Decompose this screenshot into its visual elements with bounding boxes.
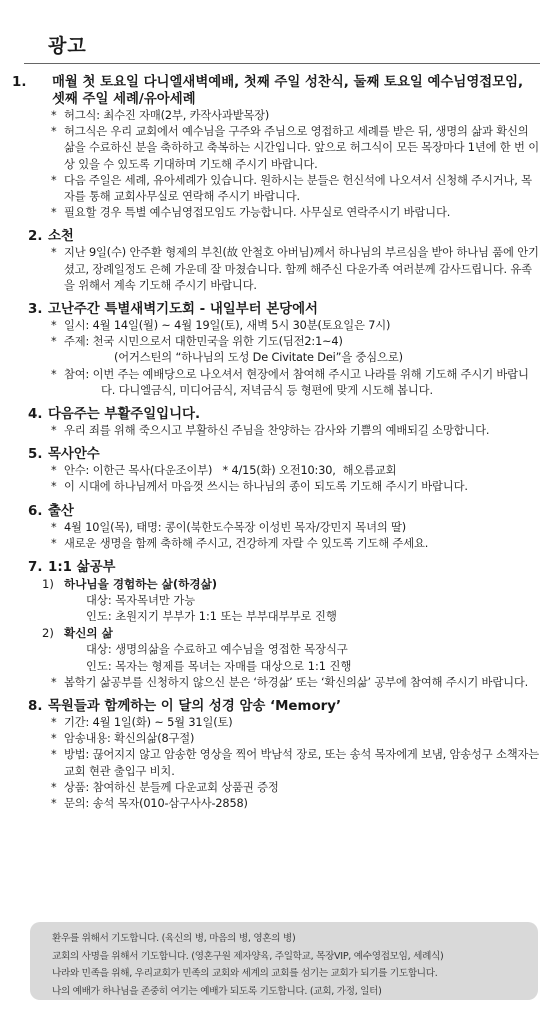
subsection-title: 2) 확신의 삶 <box>42 626 113 641</box>
section-1 <box>12 74 540 221</box>
list-item: * 우리 죄를 위해 죽으시고 부활하신 주님을 찬양하는 감사와 기쁨의 예배되길 소망합니다. <box>51 424 490 438</box>
section-7 <box>24 559 540 691</box>
section-heading: 4. 다음주는 부활주일입니다. <box>28 407 201 423</box>
list-item: * 다음 주일은 세례, 유아세례가 있습니다. 원하시는 분들은 헌신석에 나오셔서 신청해 주시거나, 목자를 통해 교회사무실로 연락해 주시기 바랍니다. <box>51 173 532 204</box>
list-item: * 필요할 경우 특별 예수님영접모임도 가능합니다. 사무실로 연락주시기 바랍니다. <box>51 206 451 220</box>
subsection-line: 대상: 목자목녀만 가능 <box>86 594 196 608</box>
title-divider <box>24 63 540 64</box>
list-item: * 새로운 생명을 함께 축하해 주시고, 건강하게 자랄 수 있도록 기도해 주세요. <box>51 536 429 550</box>
section-heading: 6. 출산 <box>28 503 74 519</box>
section-heading: 1. 매월 첫 토요일 다니엘새벽예배, 첫째 주일 성찬식, 둘째 토요일 예수님영접모임, 셋째 주일 세례/유아세례 <box>12 75 524 107</box>
list-item: * 주제: 천국 시민으로서 대한민국을 위한 기도(딤전2:1~4) <box>51 335 343 349</box>
prayer-line: 나라와 민족을 위해, 우리교회가 민족의 교회와 세계의 교회를 섬기는 교회가 되기를 기도합니다. <box>52 968 438 980</box>
section-heading: 3. 고난주간 특별새벽기도회 - 내일부터 본당에서 <box>28 302 318 318</box>
prayer-box <box>30 922 538 1000</box>
subsection-title: 1) 하나님을 경험하는 삶(하경삶) <box>42 577 218 592</box>
list-item: * 안수: 이한근 목사(다운조이부) * 4/15(화) 오전10:30, 해오름교회 <box>51 464 397 478</box>
list-item: * 기간: 4월 1일(화) ~ 5월 31일(토) <box>51 716 233 730</box>
section-6 <box>24 503 540 552</box>
list-item: * 문의: 송석 목자(010-삼구사사-2858) <box>51 797 248 811</box>
subsection-line: 대상: 생명의삶을 수료하고 예수님을 영접한 목장식구 <box>86 643 348 657</box>
section-2 <box>24 228 540 294</box>
prayer-line: 환우를 위해서 기도합니다. (육신의 병, 마음의 병, 영혼의 병) <box>52 933 296 944</box>
list-item: * 4월 10일(목), 태명: 콩이(북한도수목장 이성빈 목자/강민지 목녀의 딸) <box>51 520 407 534</box>
list-item: * 참여: 이번 주는 예배당으로 나오셔서 현장에서 참여해 주시고 나라를 위해 기도해 주시기 바랍니다. 다니엘금식, 미디어금식, 저녁금식 등 형편에 맞게 시도해 봅니다. <box>51 367 529 397</box>
section-4 <box>24 406 540 439</box>
section-heading: 7. 1:1 삶공부 <box>28 560 116 576</box>
list-item: * 일시: 4월 14일(월) ~ 4월 19일(토), 새벽 5시 30분(토요일은 7시) <box>51 319 391 333</box>
prayer-line: 나의 예배가 하나님을 존중히 여기는 예배가 되도록 기도합니다. (교회, 가정, 일터) <box>52 985 382 997</box>
list-item: * 봄학기 삶공부를 신청하지 않으신 분은 ‘하경삶’ 또는 ‘확신의삶’ 공부에 참여해 주시기 바랍니다. <box>51 675 529 689</box>
subsection-line: 인도: 목자는 형제를 목녀는 자매를 대상으로 1:1 진행 <box>86 659 352 673</box>
list-item: * 이 시대에 하나님께서 마음껏 쓰시는 하나님의 종이 되도록 기도해 주시기 바랍니다. <box>51 480 468 494</box>
section-heading: 2. 소천 <box>28 229 74 245</box>
section-heading: 5. 목사안수 <box>28 447 100 463</box>
section-5 <box>24 446 540 495</box>
section-8 <box>24 698 540 812</box>
page-title: 광고 <box>48 35 87 57</box>
section-3 <box>24 301 540 399</box>
list-item: * 암송내용: 확신의삶(8구절) <box>51 732 195 746</box>
list-item: * 상품: 참여하신 분들께 다운교회 상품권 증정 <box>51 780 279 794</box>
list-item: * 지난 9일(수) 안주환 형제의 부친(故 안철호 아버님)께서 하나님의 부르심을 받아 하나님 품에 안기셨고, 장례일정도 은혜 가운데 잘 마쳤습니다. 함께 해주신 다운가족 여러분께 감사드립니다. 유족을 위해서 계속 기도해 주시기 바랍니다. <box>51 246 539 292</box>
list-item: * 허그식: 최수진 자매(2부, 카작사과밭목장) <box>51 109 270 122</box>
subsection-line: 인도: 초원지기 부부가 1:1 또는 부부대부부로 진행 <box>86 610 337 624</box>
list-item: * 방법: 끊어지지 않고 암송한 영상을 찍어 박남석 장로, 또는 송석 목자에게 보냄, 암송성구 소책자는 교회 현관 출입구 비치. <box>51 748 540 778</box>
prayer-line: 교회의 사명을 위해서 기도합니다. (영혼구원 제자양육, 주일학교, 목장VIP, 예수영접모임, 세례식) <box>52 950 444 962</box>
theme-continuation: (어거스틴의 “하나님의 도성 De Civitate Dei”을 중심으로) <box>114 351 403 365</box>
list-item: * 허그식은 우리 교회에서 예수님을 구주와 주님으로 영접하고 세례를 받은 뒤, 생명의 삶과 확신의 삶을 수료하신 분을 축하하고 축복하는 시간입니다. 앞으로 허그식이 모든 목장마다 1년에 한 번 이상 있을 수 있도록 기대하며 기도해 주시기 바랍니다. <box>51 125 539 171</box>
section-heading: 8. 목원들과 함께하는 이 달의 성경 암송 ‘Memory’ <box>28 699 342 715</box>
